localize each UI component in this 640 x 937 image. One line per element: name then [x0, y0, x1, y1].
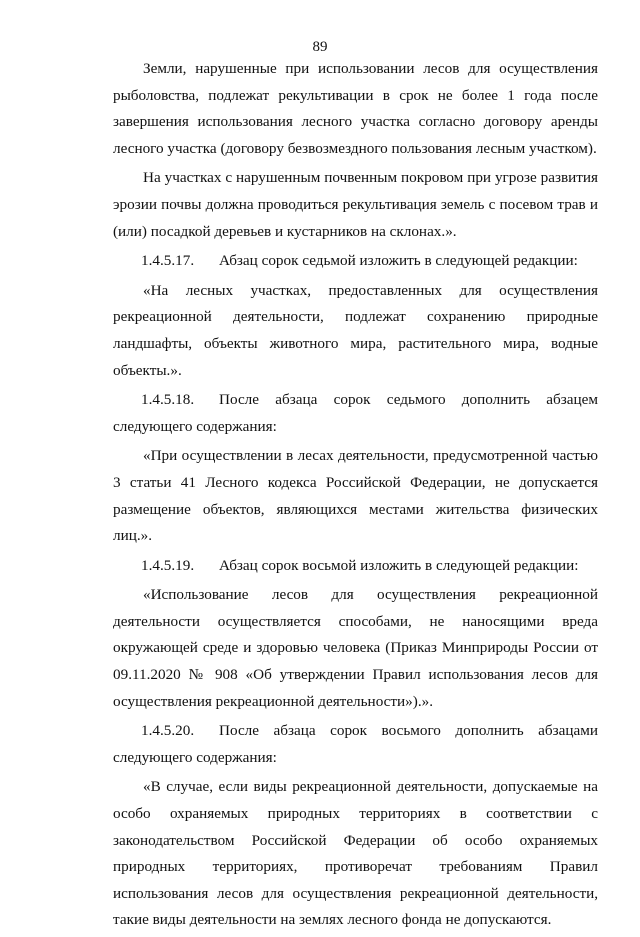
page-number: 89 — [312, 39, 328, 55]
paragraph-text: «При осуществлении в лесах деятельности, предусмотренной частью 3 статьи 41 Лесного кодекса Российской Федерации, не допускается размещение объектов, являющихся местами жительства физических лиц.». — [113, 447, 598, 545]
paragraph-text: «На лесных участках, предоставленных для осуществления рекреационной деятельности, подлежат сохранению природные ландшафты, объекты животного мира, растительного мира, водные объекты.». — [113, 281, 598, 379]
paragraph — [113, 774, 598, 934]
amendment-item — [113, 718, 598, 771]
document-body — [113, 56, 598, 937]
amendment-item — [113, 387, 598, 440]
paragraph-text: Земли, нарушенные при использовании лесов для осуществления рыболовства, подлежат рекультивации в срок не более 1 года после завершения использования лесного участка согласно договору аренды лесного участка (договору безвозмездного пользования лесным участком). — [113, 60, 598, 157]
paragraph — [113, 582, 598, 715]
item-number: 1.4.5.20. — [141, 722, 195, 740]
paragraph — [113, 278, 598, 384]
item-number: 1.4.5.18. — [141, 391, 195, 409]
amendment-item — [113, 248, 598, 275]
item-text: Абзац сорок седьмой изложить в следующей редакции: — [219, 252, 578, 270]
item-text: Абзац сорок восьмой изложить в следующей редакции: — [219, 556, 579, 574]
paragraph-text: На участках с нарушенным почвенным покровом при угрозе развития эрозии почвы должна проводиться рекультивация земель с посевом трав и (или) посадкой деревьев и кустарников на склонах.». — [113, 169, 598, 240]
item-number: 1.4.5.17. — [141, 252, 195, 270]
paragraph — [113, 443, 598, 549]
item-text: После абзаца сорок седьмого дополнить абзацем следующего содержания: — [113, 391, 598, 435]
amendment-item — [113, 553, 598, 580]
paragraph-text: «Использование лесов для осуществления рекреационной деятельности осуществляется способами, не наносящими вреда окружающей среде и здоровью человека (Приказ Минприроды России от 09.11.2020 № 908 «Об утверждении Правил использования лесов для осуществления рекреационной деятельности»).». — [113, 586, 598, 710]
paragraph-text: «В случае, если виды рекреационной деятельности, допускаемые на особо охраняемых природных территориях в соответствии с законодательством Российской Федерации об особо охраняемых природных территориях, противоречат требованиям Правил использования лесов для осуществления рекреационной деятельности, такие виды деятельности на землях лесного фонда не допускаются. — [113, 778, 598, 929]
item-number: 1.4.5.19. — [141, 556, 195, 574]
item-text: После абзаца сорок восьмого дополнить абзацами следующего содержания: — [113, 722, 598, 766]
paragraph — [113, 56, 598, 162]
paragraph — [113, 165, 598, 245]
